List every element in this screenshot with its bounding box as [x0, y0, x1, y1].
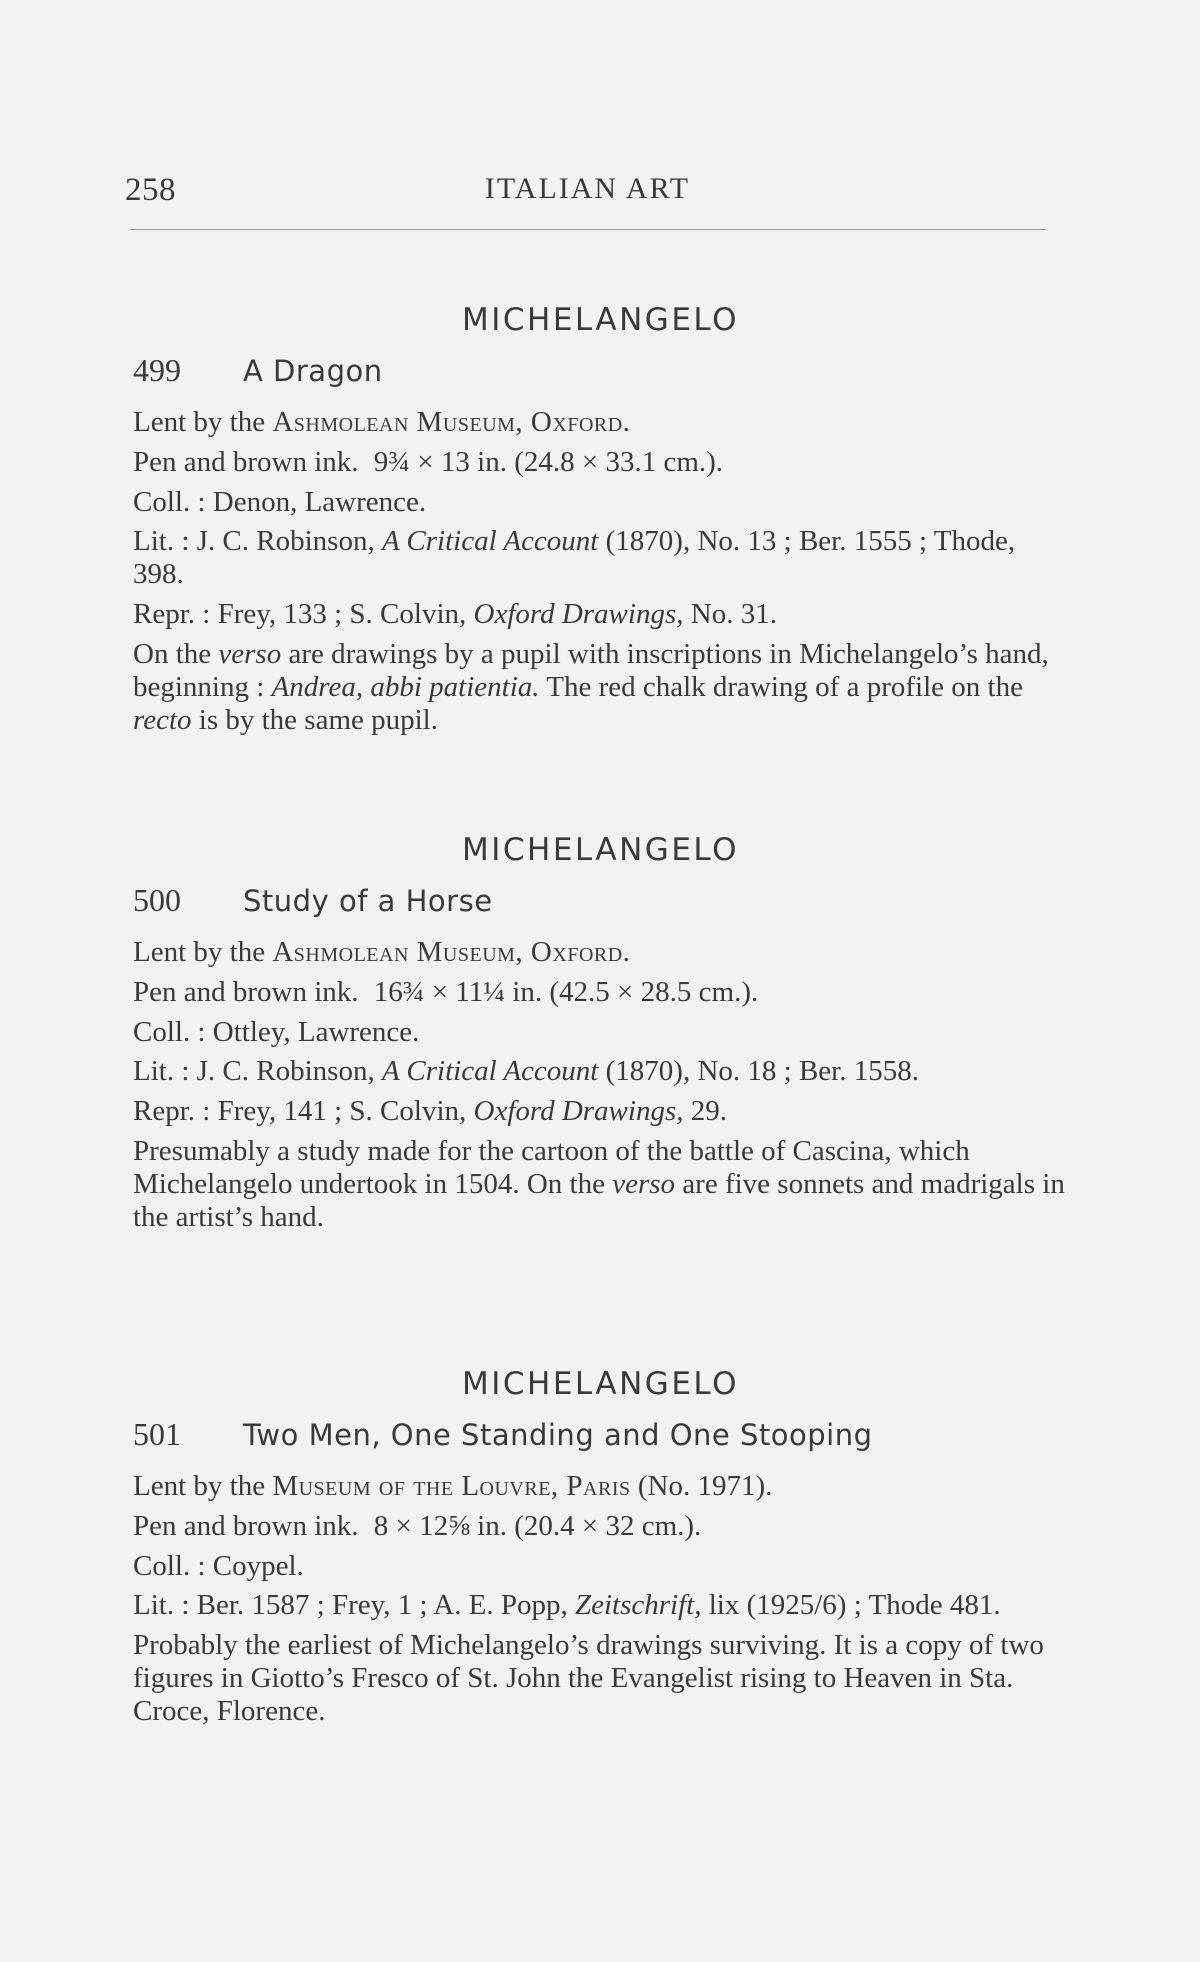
entry-note — [133, 1135, 1068, 1234]
size-inches: 8 × 12⅝ in. — [373, 1510, 507, 1542]
lender-prefix: Lent by the — [133, 936, 266, 968]
repr-italic: Oxford Drawings, — [473, 1095, 684, 1127]
lit-text-end: lix (1925/6) ; Thode 481. — [708, 1589, 1001, 1621]
collection-line: Coll. : Denon, Lawrence. — [133, 486, 427, 518]
repr-italic: Oxford Drawings, — [473, 598, 684, 630]
collection-line: Coll. : Ottley, Lawrence. — [133, 1016, 420, 1048]
lit-italic: A Critical Account — [381, 525, 599, 557]
size-cm: (42.5 × 28.5 cm.). — [549, 976, 759, 1008]
lit-text: Lit. : Ber. 1587 ; Frey, 1 ; A. E. Popp, — [133, 1589, 568, 1621]
size-cm: (20.4 × 32 cm.). — [514, 1510, 702, 1542]
entry-note: Probably the earliest of Michelangelo’s drawings surviving. It is a copy of two figures in Giotto’s Fresco of St. John the Evangelist rising to Heaven in Sta. Croce, Florence. — [133, 1629, 1044, 1727]
note-italic: recto — [133, 704, 192, 736]
work-title: Two Men, One Standing and One Stooping — [243, 1418, 873, 1452]
medium: Pen and brown ink. — [133, 976, 359, 1008]
note-text: are drawings by a pupil with inscriptions in Michelangelo’s hand, beginning : — [133, 638, 1049, 703]
lender-line — [133, 1469, 1068, 1503]
entry-note — [133, 638, 1068, 737]
page-number: 258 — [125, 172, 176, 208]
lit-italic: A Critical Account — [381, 1055, 599, 1087]
catalogue-number: 499 — [133, 352, 181, 388]
work-title: Study of a Horse — [243, 884, 493, 918]
reproduction-line — [133, 1095, 1068, 1128]
size-inches: 9¾ × 13 in. — [373, 446, 507, 478]
artist-heading: MICHELANGELO — [462, 1366, 739, 1402]
size-inches: 16¾ × 11¼ in. — [373, 976, 543, 1008]
catalogue-number: 501 — [133, 1416, 181, 1452]
literature-line — [133, 525, 1068, 591]
repr-text-end: No. 31. — [690, 598, 777, 630]
lit-text-end: (1870), No. 13 ; Ber. 1555 ; Thode, 398. — [133, 525, 1016, 590]
entry-title-line — [133, 1416, 1068, 1453]
collection-line: Coll. : Coypel. — [133, 1550, 304, 1582]
lit-italic: Zeitschrift, — [574, 1589, 702, 1621]
repr-text-end: 29. — [690, 1095, 727, 1127]
lit-text: Lit. : J. C. Robinson, — [133, 1055, 375, 1087]
entry-title-line — [133, 352, 1068, 389]
artist-heading: MICHELANGELO — [462, 832, 739, 868]
lender-name: Ashmolean Museum, Oxford. — [272, 406, 631, 438]
note-text: On the — [133, 638, 212, 670]
note-text: Presumably a study made for the cartoon of the battle of Cascina, which Michelangelo undertook in 1504. On the — [133, 1135, 970, 1200]
note-text: are five sonnets and madrigals in the artist’s hand. — [133, 1168, 1065, 1233]
entry-title-line — [133, 882, 1068, 919]
note-italic: verso — [612, 1168, 676, 1200]
medium-line — [133, 975, 1068, 1009]
header-rule — [130, 229, 1046, 230]
note-italic: verso — [218, 638, 282, 670]
medium: Pen and brown ink. — [133, 1510, 359, 1542]
lender-name: Ashmolean Museum, Oxford. — [272, 936, 631, 968]
catalogue-entry — [133, 832, 1068, 1241]
repr-text: Repr. : Frey, 141 ; S. Colvin, — [133, 1095, 467, 1127]
catalogue-entry — [133, 302, 1068, 744]
note-text: is by the same pupil. — [198, 704, 438, 736]
lender-name: Museum of the Louvre, Paris — [272, 1470, 631, 1502]
medium: Pen and brown ink. — [133, 446, 359, 478]
repr-text: Repr. : Frey, 133 ; S. Colvin, — [133, 598, 467, 630]
catalogue-entry — [133, 1366, 1068, 1735]
reproduction-line — [133, 598, 1068, 631]
note-text: The red chalk drawing of a profile on the — [546, 671, 1023, 703]
running-head — [125, 172, 1050, 212]
work-title: A Dragon — [243, 354, 383, 388]
catalogue-number: 500 — [133, 882, 181, 918]
medium-line — [133, 1509, 1068, 1543]
lender-line — [133, 405, 1068, 439]
running-title: ITALIAN ART — [484, 172, 691, 205]
artist-heading: MICHELANGELO — [462, 302, 739, 338]
lit-text: Lit. : J. C. Robinson, — [133, 525, 375, 557]
literature-line — [133, 1055, 1068, 1088]
note-italic: Andrea, abbi patientia. — [271, 671, 540, 703]
medium-line — [133, 445, 1068, 479]
literature-line — [133, 1589, 1068, 1622]
lit-text-end: (1870), No. 18 ; Ber. 1558. — [605, 1055, 919, 1087]
lender-prefix: Lent by the — [133, 406, 266, 438]
size-cm: (24.8 × 33.1 cm.). — [514, 446, 724, 478]
lender-prefix: Lent by the — [133, 1470, 266, 1502]
lender-line — [133, 935, 1068, 969]
lender-suffix: (No. 1971). — [637, 1470, 773, 1502]
